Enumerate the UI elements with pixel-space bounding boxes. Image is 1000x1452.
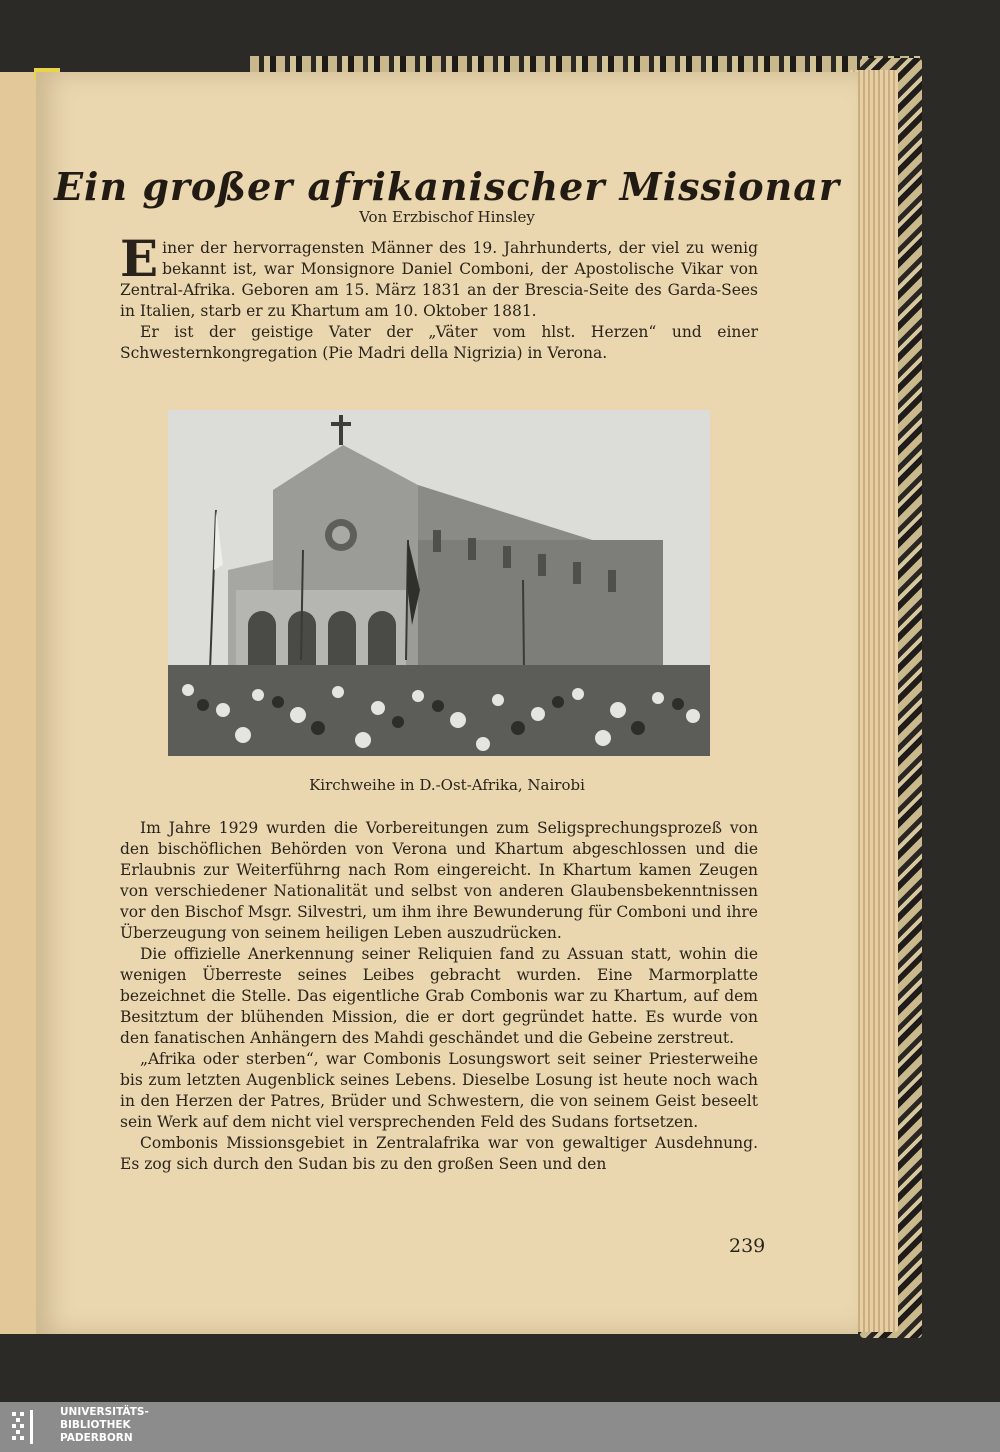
intro-paragraph-2: Er ist der geistige Vater der „Väter vom hlst. Herzen“ und einer Schwesternkongregation (Pie Madri della Nigrizia) in Verona. xyxy=(120,323,758,362)
library-name xyxy=(60,1406,149,1445)
left-page-edge xyxy=(0,72,38,1334)
page-number: 239 xyxy=(729,1235,766,1257)
intro-paragraph-1 xyxy=(120,229,758,322)
library-name-line3: PADERBORN xyxy=(60,1432,133,1444)
library-name-line2: BIBLIOTHEK xyxy=(60,1419,131,1431)
body-paragraph: Combonis Missionsgebiet in Zentralafrika war von gewaltiger Ausdehnung. Es zog sich durch den Sudan bis zu den großen Seen und den xyxy=(120,1134,758,1173)
article-byline: Von Erzbischof Hinsley xyxy=(359,208,535,226)
church-photo-illustration xyxy=(168,410,710,756)
body-paragraph: „Afrika oder sterben“, war Combonis Losungswort seit seiner Priesterweihe bis zum letzten Augenblick seines Lebens. Dieselbe Losung ist heute noch wach in den Herzen der Patres, Brüder und Schwestern, die von seinem Geist beseelt sein Werk auf dem nicht viel versprechenden Feld des Sudans fortsetzen. xyxy=(120,1050,758,1131)
intro-paragraph-1-text: iner der hervorragensten Männer des 19. Jahrhunderts, der viel zu wenig bekannt ist, war Monsignore Daniel Comboni, der Apostolische Vikar von Zentral-Afrika. Geboren am 15. März 1831 an der Brescia-Seite des Garda-Sees in Italien, starb er zu Khartum am 10. Oktober 1881. xyxy=(120,239,758,320)
drop-cap: E xyxy=(120,229,159,288)
photo-caption: Kirchweihe in D.-Ost-Afrika, Nairobi xyxy=(309,776,585,794)
library-logo-icon xyxy=(10,1408,54,1446)
library-footer xyxy=(0,1402,1000,1452)
body-paragraph: Im Jahre 1929 wurden die Vorbereitungen zum Seligsprechungsprozeß von den bischöflichen Behörden von Verona und Khartum abgeschlossen und die Erlaubnis zur Weiterführng nach Rom eingereicht. In Khartum kamen Zeugen von verschiedener Nationalität und selbst von anderen Glaubensbekenntnissen vor den Bischof Msgr. Silvestri, um ihm ihre Bewunderung für Comboni und ihre Überzeugung von seinem heiligen Leben auszudrücken. xyxy=(120,819,758,942)
intro-text xyxy=(120,229,758,364)
body-paragraph: Die offizielle Anerkennung seiner Reliquien fand zu Assuan statt, wohin die wenigen Überreste seines Leibes gebracht wurden. Eine Marmorplatte bezeichnet die Stelle. Das eigentliche Grab Combonis war zu Khartum, auf dem Besitztum der blühenden Mission, die er dort gegründet hatte. Es wurde von den fanatischen Anhängern des Mahdi geschändet und die Gebeine zerstreut. xyxy=(120,945,758,1047)
library-name-line1: UNIVERSITÄTS- xyxy=(60,1406,149,1418)
body-text xyxy=(120,818,758,1175)
church-photo xyxy=(168,410,710,756)
book-page xyxy=(36,72,858,1334)
article-title: Ein großer afrikanischer Missionar xyxy=(54,164,840,209)
